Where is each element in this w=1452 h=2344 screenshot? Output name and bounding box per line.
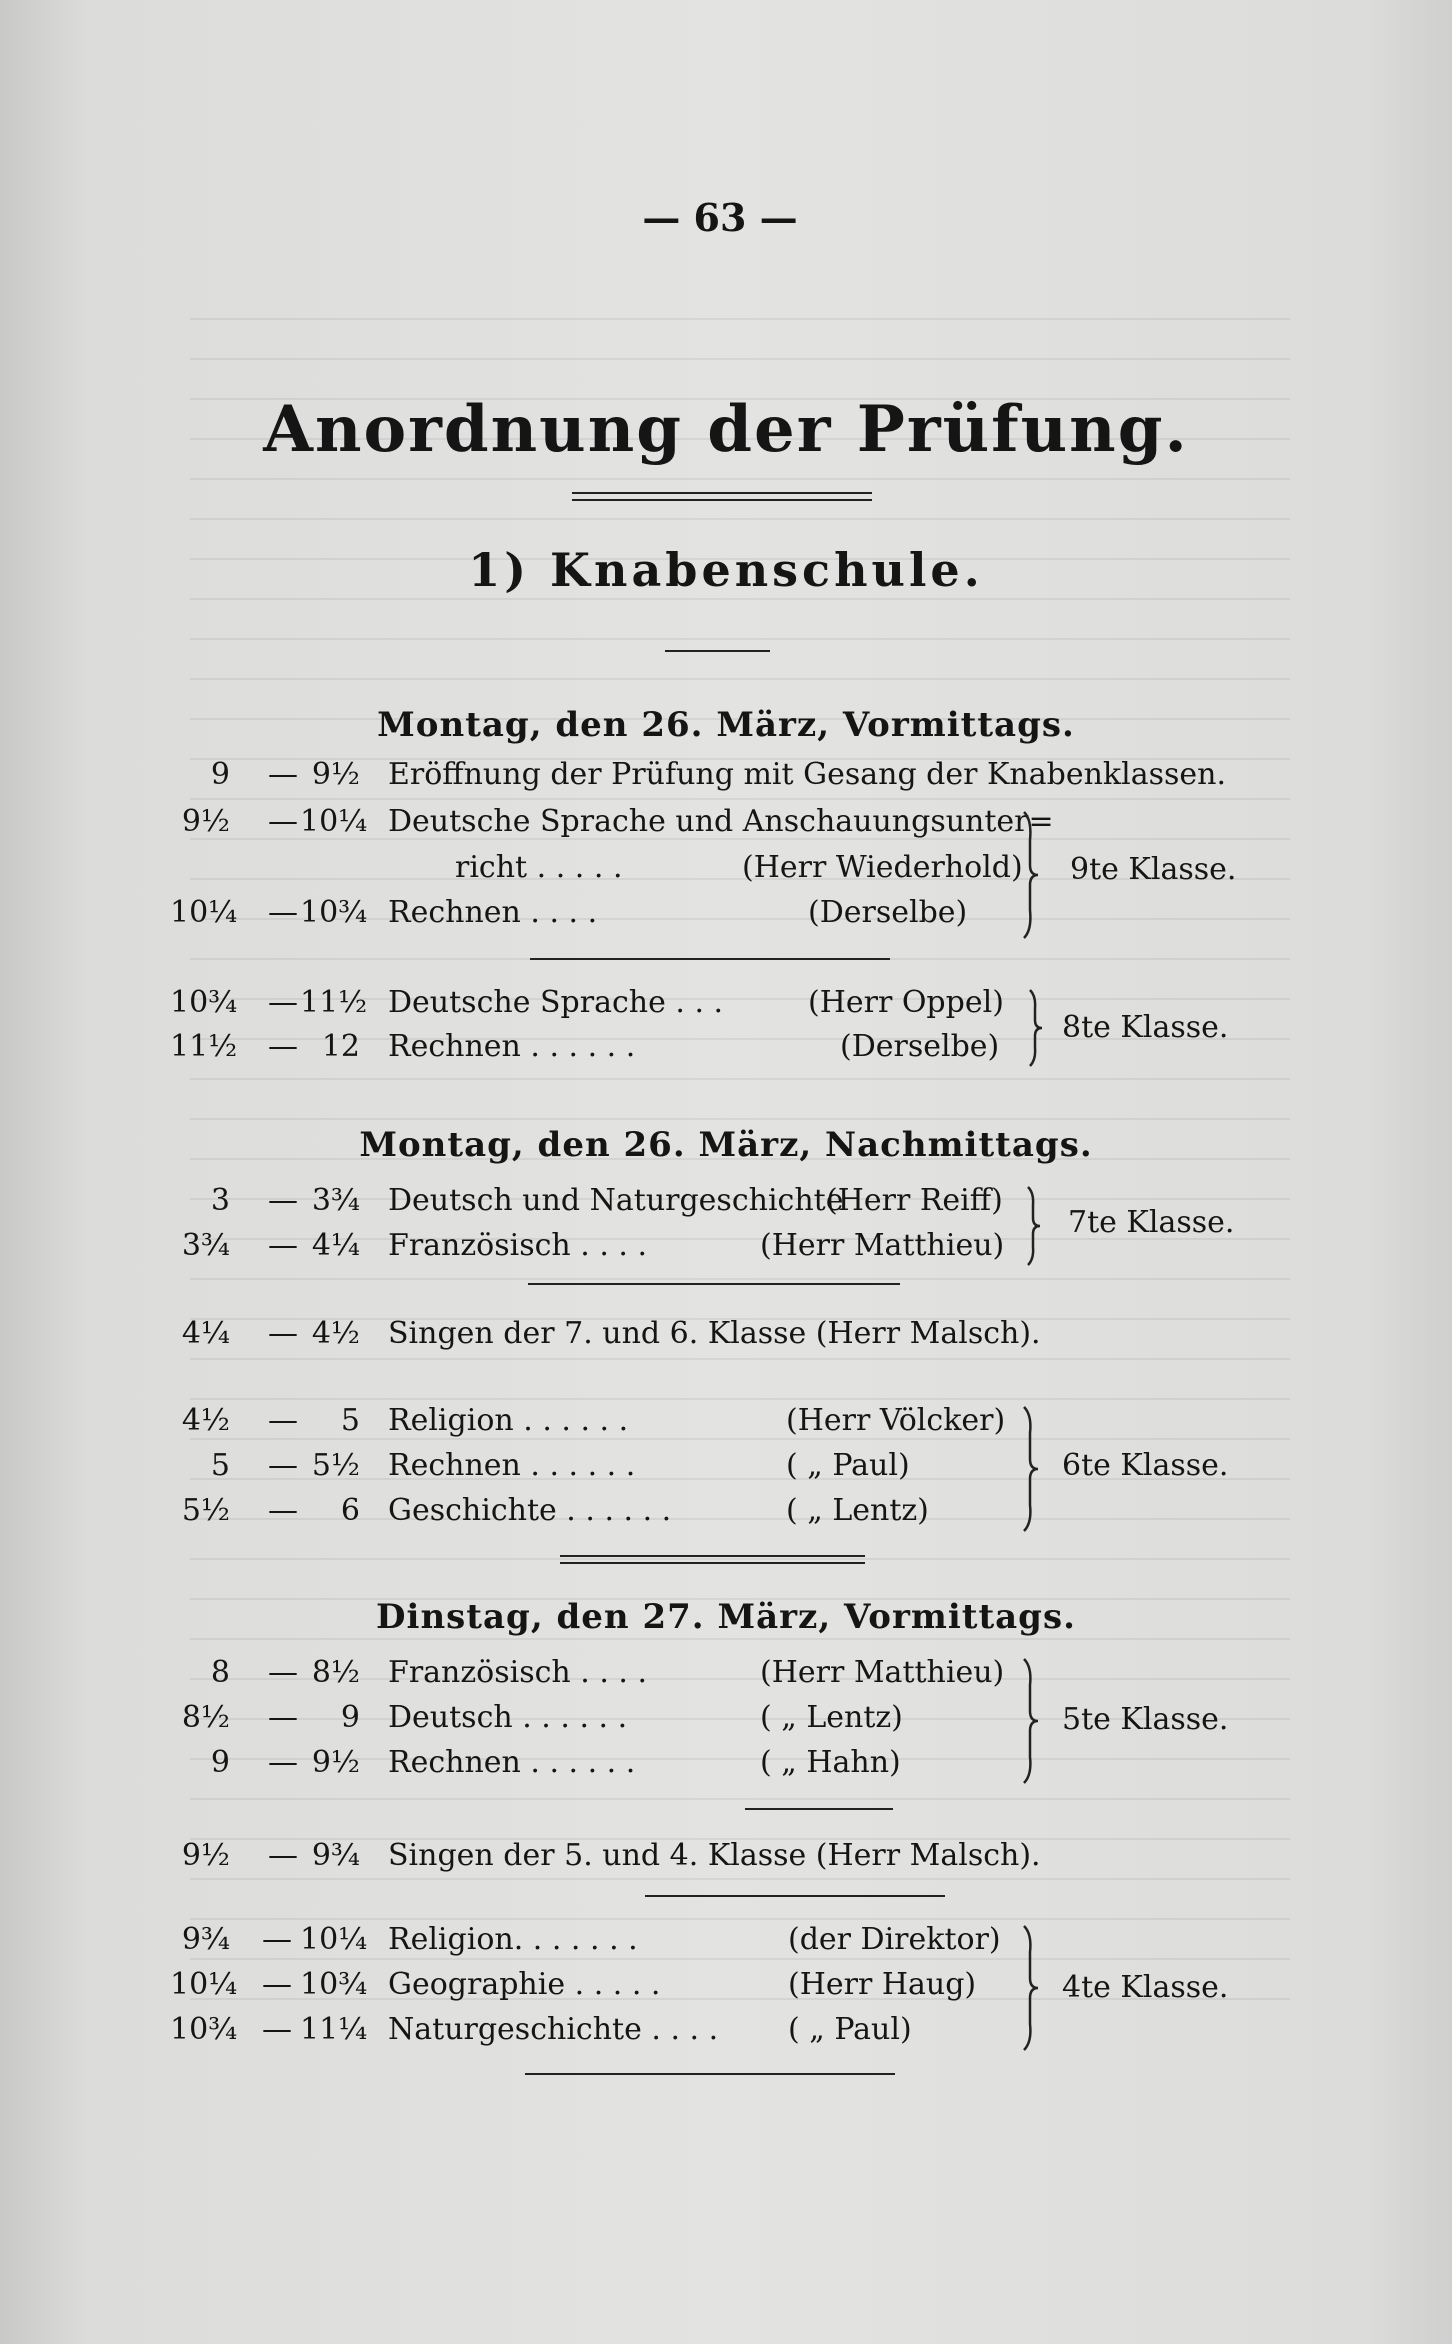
block-rule xyxy=(528,1283,900,1285)
bracket-4te xyxy=(1018,1924,1044,2052)
bracket-6te xyxy=(1018,1405,1044,1533)
day-heading-monday-afternoon: Montag, den 26. März, Nachmittags. xyxy=(359,1125,1093,1165)
block-rule xyxy=(745,1808,893,1810)
block-double-rule xyxy=(560,1555,865,1564)
closing-rule xyxy=(525,2073,895,2075)
klasse-label: 5te Klasse. xyxy=(1062,1702,1229,1737)
page-number: — 63 — xyxy=(642,195,798,240)
day-heading-tuesday-morning: Dinstag, den 27. März, Vormittags. xyxy=(376,1597,1076,1637)
title-double-rule xyxy=(572,492,872,501)
section-heading: 1) Knabenschule. xyxy=(468,543,984,597)
bracket-5te xyxy=(1018,1657,1044,1785)
book-page: — 63 — Anordnung der Prüfung. 1) Knabenschule. Montag, den 26. März, Vormittags. 9 — 9½ Eröffnung der Prüfung mit Gesang der Knabenklassen. 9½ — 10¼ Deutsche Sprache und Anschauungsunter= richt . . . . . (Herr Wiederhold) 10¼ — 10¾ Rechnen . . . . (Derselbe) 9te Klasse. 10¾ — 11½ Deutsche Sprache . . . (Herr Oppel) 11½ — 12 Rechnen . . . . . . (Derselbe) 8te Klasse. Montag, den 26. März, Nachmittags. 3 — 3¾ Deutsch und Naturgeschichte (Herr Reiff) 3¾ — 4¼ Französisch . . . . (Herr Matthieu) 7te Klasse. 4¼ — 4½ Singen der 7. und 6. Klasse (Herr Malsch). 4½ — 5 Religion . . . . . . (Herr Völcker) 5 — 5½ Rechnen . . . . . . ( „ Paul) 5½ — 6 Geschichte . . . . . . ( „ Lentz) 6te Klasse. Dinstag, den 27. März, Vormittags. 8 — 8½ Französisch . . . . (Herr Matthieu) 8½ — 9 Deutsch . . . . . . ( „ Lentz) 9 — 9½ Rechnen . . . . . . ( „ Hahn) 5te Klasse. 9½ — 9¾ Singen der 5. und 4. Klasse (Herr Malsch). 9¾ — 10¼ Religion. . . . . . . (der Direktor) 10¼ — 10¾ Geographie . . . . . (Herr Haug) 10¾ — 11¼ Naturgeschichte . . . . ( „ Paul) 4te Klasse. xyxy=(0,0,1452,2344)
section-rule xyxy=(665,650,770,652)
block-rule xyxy=(645,1895,945,1897)
klasse-label: 6te Klasse. xyxy=(1062,1448,1229,1483)
klasse-label: 4te Klasse. xyxy=(1062,1970,1229,2005)
klasse-label: 8te Klasse. xyxy=(1062,1010,1229,1045)
page-title: Anordnung der Prüfung. xyxy=(263,392,1189,467)
block-rule xyxy=(530,958,890,960)
day-heading-monday-morning: Montag, den 26. März, Vormittags. xyxy=(377,705,1075,745)
bracket-9te xyxy=(1018,810,1044,940)
klasse-label: 9te Klasse. xyxy=(1070,852,1237,887)
klasse-label: 7te Klasse. xyxy=(1068,1205,1235,1240)
bracket-7te xyxy=(1022,1185,1046,1267)
bracket-8te xyxy=(1024,988,1048,1068)
